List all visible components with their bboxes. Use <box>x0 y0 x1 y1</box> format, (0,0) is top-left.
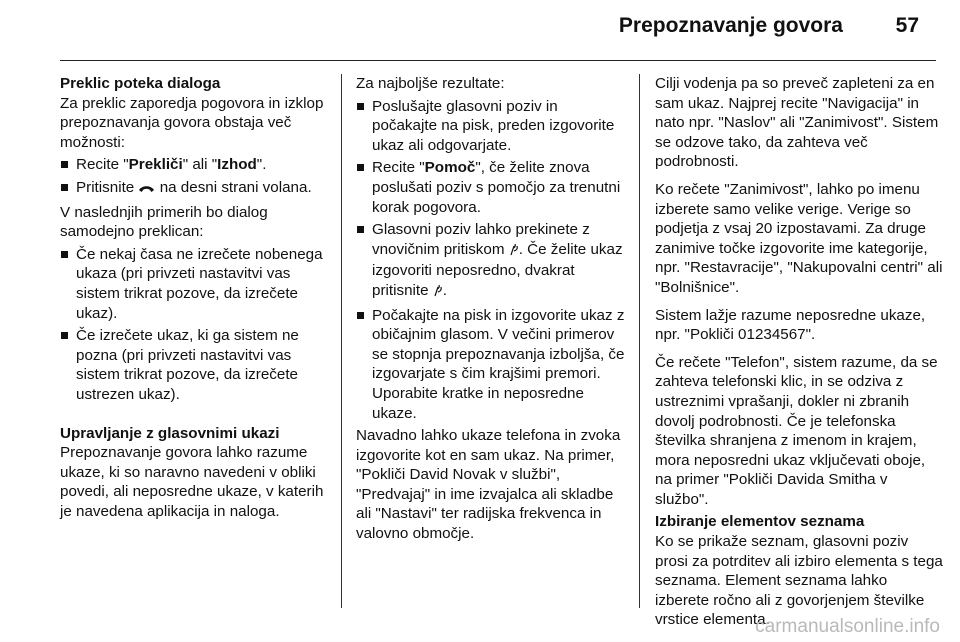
section-heading-voice-commands: Upravljanje z glasovnimi ukazi <box>60 424 280 442</box>
bullet-marker <box>357 226 364 233</box>
paragraph: Prepoznavanje govora lahko razume ukaze, ki so naravno navedeni v obliki povedi, ali neposredne ukaze, v katerih je navedena aplikacija in naloga. <box>60 444 324 520</box>
bullet-marker <box>61 332 68 339</box>
voice-talk-icon <box>509 242 519 262</box>
paragraph: Sistem lažje razume neposredne ukaze, npr. "Pokliči 01234567". <box>655 306 926 344</box>
list-item: Če nekaj časa ne izrečete nobenega ukaza (pri privzeti nastavitvi vas sistem trikrat pozove, da izrečete ukaz). <box>60 245 328 323</box>
column-divider-left <box>341 74 342 608</box>
list-item: Recite "Pomoč", če želite znova poslušati poziv s pomočjo za trenutni korak pogovora. <box>356 158 626 217</box>
page-title: Prepoznavanje govora <box>618 14 843 37</box>
paragraph: Cilji vodenja pa so preveč zapleteni za en sam ukaz. Najprej recite "Navigacija" in nato npr. "Naslov" ali "Zanimivost". Sistem se odzove tako, da zahteva več podrobnosti. <box>655 75 939 171</box>
bullet-marker <box>61 184 68 191</box>
paragraph: Ko se prikaže seznam, glasovni poziv prosi za potrditev ali izbiro elementa s tega seznama. Element seznama lahko izberete ročno ali z govorjenjem številke vrstice elementa. <box>655 533 943 629</box>
paragraph: Za preklic zaporedja pogovora in izklop prepoznavanja govora obstaja več možnosti: <box>60 94 324 151</box>
column-right <box>655 74 945 633</box>
list-item: Glasovni poziv lahko prekinete z vnovičnim pritiskom . Če želite ukaz izgovoriti neposredno, dvakrat pritisnite . <box>356 220 626 302</box>
column-middle <box>356 74 626 547</box>
section-heading-list-items: Izbiranje elementov seznama <box>655 513 865 531</box>
list-item: Poslušajte glasovni poziv in počakajte na pisk, preden izgovorite ukaz ali odgovarjate. <box>356 97 626 156</box>
bullet-list <box>60 245 328 405</box>
column-left <box>60 74 328 524</box>
paragraph: V naslednjih primerih bo dialog samodejno preklican: <box>60 203 268 241</box>
bullet-marker <box>61 251 68 258</box>
bullet-marker <box>357 164 364 171</box>
bullet-marker <box>357 312 364 319</box>
list-item: Pritisnite na desni strani volana. <box>60 178 328 200</box>
bullet-marker <box>357 103 364 110</box>
watermark: carmanualsonline.info <box>755 616 940 637</box>
column-divider-right <box>639 74 640 608</box>
paragraph: Za najboljše rezultate: <box>356 75 505 92</box>
hang-up-phone-icon <box>138 180 155 200</box>
paragraph: Če rečete "Telefon", sistem razume, da se zahteva telefonski klic, in se odziva z ustreznimi vprašanji, dokler ni zbranih dovolj podrobnosti. Če je telefonska številka shranjena z imenom in krajem, mora neposredni ukaz vključevati oboje, na primer "Pokliči Davida Smitha v službo". <box>655 353 938 508</box>
paragraph: Navadno lahko ukaze telefona in zvoka izgovorite kot en sam ukaz. Na primer, "Pokliči David Novak v službi", "Predvajaj" in ime izvajalca ali skladbe ali "Nastavi" ter radijska frekvenca in valovno območje. <box>356 427 621 543</box>
voice-talk-icon <box>433 283 443 303</box>
bullet-marker <box>61 161 68 168</box>
paragraph: Ko rečete "Zanimivost", lahko po imenu izberete samo velike verige. Verige so podjetja z vsaj 20 izpostavami. Za druge zanimive točke izgovorite ime kategorije, npr. "Restavracije", "Nakupovalni centri" ali "Bolnišnice". <box>655 180 943 296</box>
list-item: Če izrečete ukaz, ki ga sistem ne pozna (pri privzeti nastavitvi vas sistem trikrat pozove, da izrečete ustrezen ukaz). <box>60 326 328 404</box>
bullet-list <box>60 155 328 199</box>
section-heading-cancel: Preklic poteka dialoga <box>60 75 221 92</box>
page-number: 57 <box>895 14 919 37</box>
header-rule <box>60 60 936 61</box>
bullet-list <box>356 97 626 424</box>
list-item: Počakajte na pisk in izgovorite ukaz z običajnim glasom. V večini primerov se stopnja prepoznavanja izboljša, če izgovarjate s čim krajšimi premori. Uporabite kratke in neposredne ukaze. <box>356 306 626 424</box>
page-header <box>0 0 960 62</box>
list-item: Recite "Prekliči" ali "Izhod". <box>60 155 328 175</box>
